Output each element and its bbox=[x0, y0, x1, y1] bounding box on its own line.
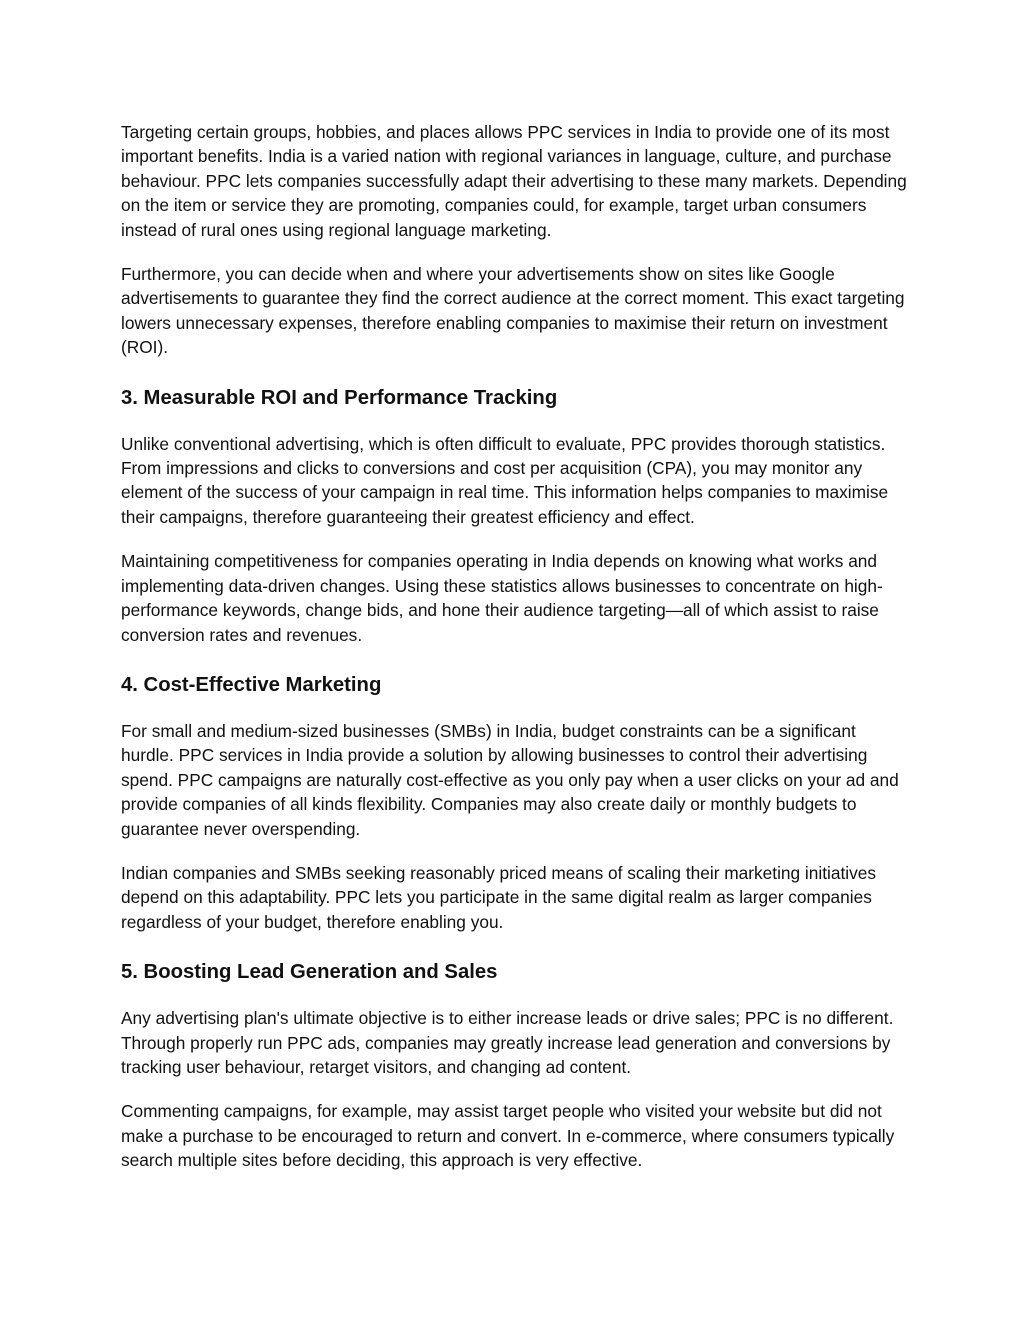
document-page bbox=[121, 120, 911, 1193]
heading-cost-effective: 4. Cost-Effective Marketing bbox=[121, 673, 382, 696]
paragraph-leads-sales: Any advertising plan's ultimate objective is to either increase leads or drive sales; PPC is no different. Through properly run PPC ads, companies may greatly increase lead generation and conversions by tracking user behaviour, retarget visitors, and changing ad content. bbox=[121, 1008, 894, 1077]
paragraph-ad-timing: Furthermore, you can decide when and where your advertisements show on sites like Google advertisements to guarantee they find the correct audience at the correct moment. This exact targeting lowers unnecessary expenses, therefore enabling companies to maximise their return on investment (ROI). bbox=[121, 264, 905, 358]
paragraph-data-driven: Maintaining competitiveness for companies operating in India depends on knowing what works and implementing data-driven changes. Using these statistics allows businesses to concentrate on high-performance keywords, change bids, and hone their audience targeting—all of which assist to raise conversion rates and revenues. bbox=[121, 551, 883, 645]
paragraph-adaptability: Indian companies and SMBs seeking reasonably priced means of scaling their marketing initiatives depend on this adaptability. PPC lets you participate in the same digital realm as larger companies regardless of your budget, therefore enabling you. bbox=[121, 862, 877, 932]
heading-lead-generation: 5. Boosting Lead Generation and Sales bbox=[121, 961, 498, 984]
heading-measurable-roi: 3. Measurable ROI and Performance Tracking bbox=[121, 386, 558, 409]
paragraph-statistics: Unlike conventional advertising, which is often difficult to evaluate, PPC provides thorough statistics. From impressions and clicks to conversions and cost per acquisition (CPA), you may monitor any element of the success of your campaign in real time. This information helps companies to maximise their campaigns, therefore guaranteeing their greatest efficiency and effect. bbox=[121, 433, 889, 527]
paragraph-budget: For small and medium-sized businesses (SMBs) in India, budget constraints can be a significant hurdle. PPC services in India provide a solution by allowing businesses to control their advertising spend. PPC campaigns are naturally cost-effective as you only pay when a user clicks on your ad and provide companies of all kinds flexibility. Companies may also create daily or monthly budgets to guarantee never overspending. bbox=[121, 720, 899, 839]
paragraph-retargeting: Commenting campaigns, for example, may assist target people who visited your website but did not make a purchase to be encouraged to return and convert. In e-commerce, where consumers typically search multiple sites before deciding, this approach is very effective. bbox=[121, 1101, 895, 1171]
paragraph-targeting: Targeting certain groups, hobbies, and places allows PPC services in India to provide one of its most important benefits. India is a varied nation with regional variances in language, culture, and purchase behaviour. PPC lets companies successfully adapt their advertising to these many markets. Depending on the item or service they are promoting, companies could, for example, target urban consumers instead of rural ones using regional language marketing. bbox=[121, 122, 907, 240]
